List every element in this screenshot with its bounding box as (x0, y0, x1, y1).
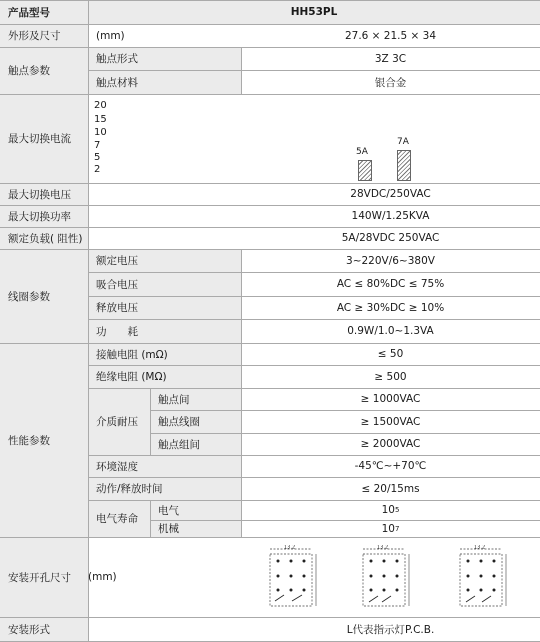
axis-tick: 20 (94, 100, 107, 111)
dielectric-label: 介质耐压 (96, 416, 138, 428)
insulation-resistance-value: ≥ 500 (374, 370, 407, 383)
operate-time-label: 动作/释放时间 (96, 483, 163, 495)
coil-row-label: 额定电压 (96, 255, 138, 267)
install-label: 安装形式 (8, 623, 50, 636)
mounting-diagram-3 (452, 545, 514, 611)
life-label: 电气寿命 (96, 513, 138, 525)
coil-row-value: 3~220V/6~380V (346, 254, 435, 267)
dielectric-row-label: 触点组间 (158, 438, 200, 451)
life-electrical-value (241, 500, 540, 520)
life-electrical-label: 电气 (158, 504, 179, 517)
contact-material-value: 银合金 (374, 76, 407, 89)
bar-label-5a: 5A (356, 147, 368, 157)
coil-row-value: AC ≤ 80%DC ≤ 75% (336, 278, 445, 290)
life-electrical-exp: 5 (394, 506, 400, 514)
dielectric-row-value: ≥ 1000VAC (360, 393, 421, 405)
max-voltage-label: 最大切换电压 (8, 188, 71, 201)
axis-tick: 2 (94, 164, 101, 175)
operate-time-value: ≤ 20/15ms (361, 482, 420, 495)
contact-material-label: 触点材料 (96, 76, 138, 89)
dielectric-row-value: ≥ 1500VAC (360, 415, 421, 428)
axis-tick: 10 (94, 127, 107, 138)
bar-5a (358, 160, 372, 181)
coil-row-label: 功 耗 (96, 325, 138, 338)
life-mechanical-base: 10 (381, 522, 395, 535)
dielectric-row-label: 触点间 (158, 393, 190, 406)
bar-label-7a: 7A (397, 137, 409, 147)
contact-label: 触点参数 (8, 65, 50, 77)
dimensions-value: 27.6 × 21.5 × 34 (344, 29, 437, 42)
dimensions-label: 外形及尺寸 (8, 30, 61, 42)
install-value: L代表指示灯P.C.B. (346, 623, 435, 636)
contact-form-value: 3Z 3C (374, 52, 407, 65)
diagram-dim-1: 13.2 (284, 545, 296, 551)
coil-row-label: 吸合电压 (96, 278, 138, 291)
coil-row-value: AC ≥ 30%DC ≥ 10% (336, 301, 445, 314)
coil-label: 线圈参数 (8, 290, 50, 303)
temperature-label: 环境湿度 (96, 460, 138, 473)
coil-row-label: 释放电压 (96, 302, 138, 314)
dimensions-unit: (mm) (96, 29, 125, 42)
contact-resistance-label: 接触电阻 (mΩ) (96, 348, 168, 361)
mounting-diagram-2 (355, 545, 417, 611)
contact-resistance-value: ≤ 50 (377, 348, 404, 360)
axis-tick: 15 (94, 114, 107, 125)
max-voltage-value: 28VDC/250VAC (350, 188, 431, 200)
mounting-unit: (mm) (88, 571, 117, 583)
mounting-diagram-1 (262, 545, 324, 611)
max-power-value: 140W/1.25KVA (351, 210, 430, 222)
coil-row-value: 0.9W/1.0~1.3VA (347, 325, 434, 337)
life-electrical-base: 10 (381, 504, 395, 516)
contact-form-label: 触点形式 (96, 53, 138, 65)
max-current-label: 最大切换电流 (8, 133, 71, 145)
temperature-value: -45℃~+70℃ (354, 460, 427, 472)
diagram-dim-3: 13.2 (474, 545, 486, 551)
diagram-dim-2: 13.2 (377, 545, 389, 551)
model-value: HH53PL (290, 6, 338, 18)
mounting-label: 安装开孔尺寸 (8, 571, 71, 584)
bar-7a (397, 150, 411, 181)
life-mechanical-exp: 7 (394, 524, 400, 533)
header-label: 产品型号 (8, 6, 50, 19)
performance-label: 性能参数 (8, 434, 50, 447)
axis-tick: 7 (94, 140, 101, 151)
rated-load-value: 5A/28VDC 250VAC (341, 232, 440, 244)
life-mechanical-label: 机械 (158, 523, 179, 535)
insulation-resistance-label: 绝缘电阻 (MΩ) (96, 371, 167, 383)
dielectric-row-label: 触点线圈 (158, 416, 200, 428)
life-mechanical-value (241, 520, 540, 537)
dielectric-row-value: ≥ 2000VAC (360, 438, 421, 450)
rated-load-label: 额定负载( 阻性) (8, 232, 83, 245)
max-power-label: 最大切换功率 (8, 210, 71, 223)
axis-tick: 5 (94, 152, 101, 163)
